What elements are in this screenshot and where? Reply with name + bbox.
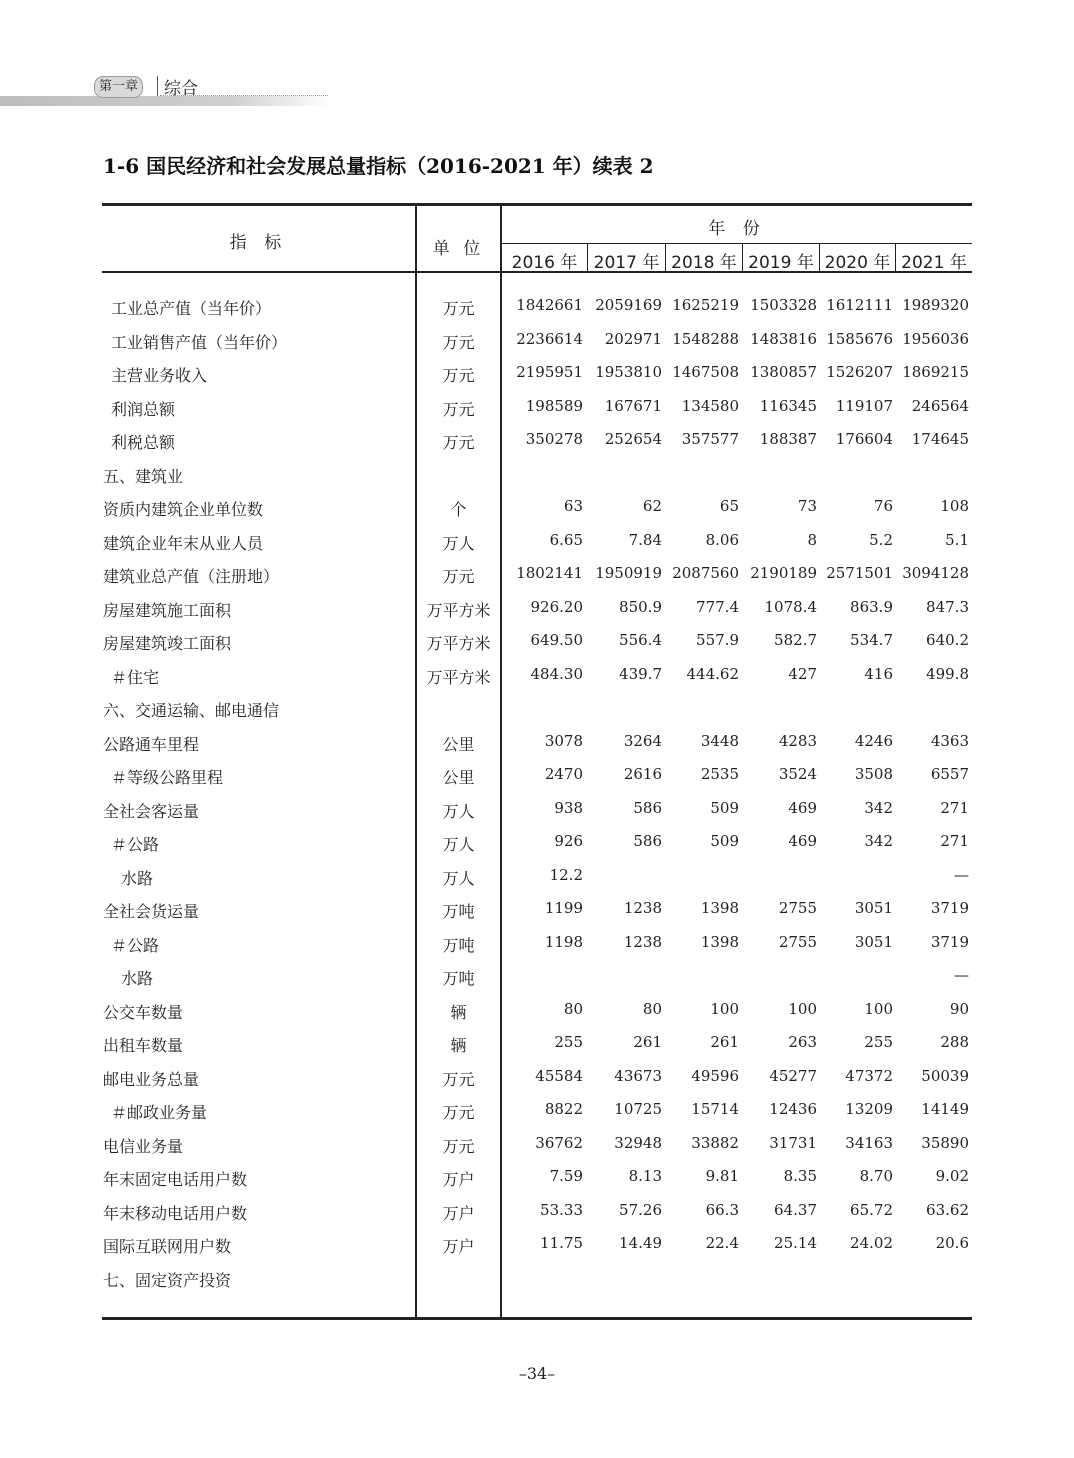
row-value: 499.8: [926, 664, 969, 683]
column-header-indicator: 指 标: [229, 233, 288, 253]
row-unit: 公里: [442, 734, 475, 754]
table-bottom-rule: [102, 1317, 972, 1320]
row-value: 76: [873, 497, 893, 515]
row-value: 9.81: [705, 1167, 739, 1185]
row-value: 2087560: [672, 564, 739, 582]
row-value: 14149: [921, 1100, 969, 1118]
row-value: 3719: [930, 932, 969, 951]
row-value: 25.14: [774, 1234, 817, 1252]
row-value: 7.59: [549, 1167, 583, 1185]
row-label: 利税总额: [111, 433, 176, 452]
row-value: 2755: [778, 932, 817, 951]
row-label: ＃等级公路里程: [111, 768, 224, 787]
row-unit: 万元: [442, 299, 475, 318]
table-row: [0, 659, 1074, 693]
row-unit: 万人: [442, 801, 475, 821]
row-value: 62: [642, 497, 662, 515]
table-row: [0, 893, 1074, 927]
row-unit: 万人: [442, 533, 475, 553]
row-label: 房屋建筑竣工面积: [103, 634, 232, 653]
row-value: 4246: [854, 731, 893, 750]
table-row: [0, 491, 1074, 525]
row-value: 847.3: [926, 597, 969, 616]
row-value: 2195951: [516, 363, 583, 381]
table-row: [0, 1161, 1074, 1195]
row-unit: 万元: [442, 1069, 475, 1089]
row-value: 2535: [700, 765, 739, 783]
row-value: 3448: [700, 731, 739, 750]
row-value: 586: [633, 832, 662, 850]
row-value: 80: [563, 999, 583, 1018]
row-value: 34163: [845, 1133, 893, 1152]
row-value: 36762: [535, 1133, 583, 1152]
row-value: 47372: [845, 1066, 893, 1085]
row-value: 1950919: [595, 564, 662, 582]
row-value: 2236614: [516, 329, 583, 348]
row-unit: 万平方米: [426, 634, 491, 653]
table-row: [0, 960, 1074, 994]
row-value: 2470: [544, 765, 583, 783]
row-value: 2571501: [826, 564, 893, 582]
row-value: 24.02: [850, 1234, 893, 1252]
row-value: 3051: [854, 899, 893, 917]
row-value: 8.06: [705, 530, 739, 549]
row-value: 556.4: [619, 631, 662, 649]
row-value: 261: [633, 1033, 662, 1051]
row-value: 9.02: [935, 1167, 969, 1185]
row-unit: 万元: [442, 433, 475, 452]
row-unit: 万户: [442, 1237, 475, 1256]
row-value: 416: [864, 664, 893, 683]
row-value: 100: [788, 999, 817, 1018]
row-value: 8822: [544, 1100, 583, 1118]
row-value: 938: [554, 798, 583, 817]
row-value: 2755: [778, 899, 817, 917]
row-value: 14.49: [619, 1234, 662, 1252]
row-value: 2059169: [595, 296, 662, 314]
row-value: 1380857: [750, 363, 817, 381]
table-row: [0, 357, 1074, 391]
table-row: [0, 793, 1074, 827]
row-value: 66.3: [705, 1200, 739, 1219]
column-header-year: 2021 年: [901, 253, 967, 273]
row-value: 3719: [930, 899, 969, 917]
row-unit: 万户: [442, 1170, 475, 1189]
table-row: [0, 860, 1074, 894]
row-value: 1585676: [826, 329, 893, 348]
chapter-name: 综合: [164, 79, 198, 99]
table-row: [0, 592, 1074, 626]
row-value: 3264: [623, 731, 662, 750]
row-label: 五、建筑业: [103, 466, 184, 486]
row-label: 出租车数量: [103, 1036, 184, 1055]
row-value: 252654: [604, 430, 662, 448]
row-value: 357577: [681, 430, 739, 448]
column-header-year: 2020 年: [824, 253, 891, 273]
row-value: 850.9: [619, 597, 662, 616]
row-value: 1612111: [826, 296, 893, 314]
row-value: 863.9: [850, 597, 893, 616]
row-unit: 公里: [442, 768, 475, 787]
row-value: 288: [940, 1033, 969, 1051]
table-row: [0, 1195, 1074, 1229]
table-row: [0, 1061, 1074, 1095]
row-value: 198589: [525, 396, 583, 415]
row-value: 20.6: [935, 1234, 969, 1252]
row-unit: 辆: [450, 1036, 467, 1055]
row-value: 5.1: [945, 530, 969, 549]
row-value: 49596: [691, 1066, 739, 1085]
row-value: 116345: [759, 396, 817, 415]
row-value: 1842661: [516, 296, 583, 314]
table-title: 1-6 国民经济和社会发展总量指标（2016-2021 年）续表 2: [103, 154, 654, 178]
row-value: 582.7: [774, 631, 817, 649]
row-value: 90: [949, 999, 969, 1018]
row-value: 12.2: [549, 865, 583, 884]
row-value: 8.13: [628, 1167, 662, 1185]
row-unit: 万平方米: [426, 600, 491, 620]
row-unit: 万元: [442, 366, 475, 385]
row-value: 255: [864, 1033, 893, 1051]
table-row: [0, 994, 1074, 1028]
row-unit: 万户: [442, 1203, 475, 1223]
table-body: [0, 290, 1074, 1295]
row-value: 64.37: [774, 1200, 817, 1219]
row-value: —: [954, 966, 969, 984]
table-row: [0, 1027, 1074, 1061]
row-value: 63.62: [926, 1200, 969, 1219]
page-number: –34–: [518, 1364, 556, 1383]
row-value: 3051: [854, 932, 893, 951]
row-value: 176604: [835, 430, 893, 448]
row-value: 100: [710, 999, 739, 1018]
row-value: 427: [788, 664, 817, 683]
row-value: 3078: [544, 731, 583, 750]
row-value: 649.50: [530, 631, 583, 649]
row-value: 1989320: [902, 296, 969, 314]
row-label: 主营业务收入: [111, 366, 208, 385]
row-value: 4283: [778, 731, 817, 750]
row-value: 534.7: [850, 631, 893, 649]
row-value: 777.4: [696, 597, 739, 616]
row-value: 469: [788, 798, 817, 817]
table-row: [0, 1262, 1074, 1296]
row-value: 1802141: [516, 564, 583, 582]
row-label: 建筑企业年末从业人员: [103, 533, 264, 553]
row-value: 4363: [930, 731, 969, 750]
table-row: [0, 324, 1074, 358]
row-value: 119107: [835, 396, 893, 415]
row-value: 1548288: [672, 329, 739, 348]
row-value: 1953810: [595, 363, 662, 381]
row-value: 15714: [691, 1100, 739, 1118]
row-value: 8: [807, 530, 817, 549]
row-unit: 万元: [442, 332, 475, 352]
row-value: 557.9: [696, 631, 739, 649]
row-value: 33882: [691, 1133, 739, 1152]
row-unit: 万元: [442, 1103, 475, 1122]
row-value: 263: [788, 1033, 817, 1051]
row-label: ＃邮政业务量: [111, 1103, 208, 1122]
row-label: 资质内建筑企业单位数: [103, 500, 264, 519]
header-separator: [157, 76, 158, 96]
row-value: 134580: [681, 396, 739, 415]
row-value: 1238: [623, 899, 662, 917]
row-value: 22.4: [705, 1234, 739, 1252]
row-value: 202971: [604, 329, 662, 348]
row-value: 1503328: [750, 296, 817, 314]
column-header-year: 2017 年: [593, 253, 660, 273]
row-value: 50039: [921, 1066, 969, 1085]
row-label: 六、交通运输、邮电通信: [103, 701, 280, 720]
column-header-year: 2016 年: [511, 253, 578, 273]
row-unit: 万人: [442, 835, 475, 854]
row-value: 65.72: [850, 1200, 893, 1219]
row-value: 45584: [535, 1066, 583, 1085]
row-unit: 万吨: [442, 902, 475, 921]
row-label: 建筑业总产值（注册地）: [103, 567, 280, 586]
row-value: 246564: [911, 396, 969, 415]
table-row: [0, 458, 1074, 492]
row-value: 261: [710, 1033, 739, 1051]
year-group-rule: [502, 243, 972, 244]
row-value: 100: [864, 999, 893, 1018]
row-value: 2190189: [750, 564, 817, 582]
row-value: 484.30: [530, 664, 583, 683]
row-unit: 万吨: [442, 969, 475, 988]
row-value: 255: [554, 1033, 583, 1051]
row-value: 271: [940, 832, 969, 850]
row-value: 13209: [845, 1100, 893, 1118]
table-top-rule: [102, 203, 972, 206]
row-label: ＃住宅: [111, 667, 160, 687]
row-value: 174645: [911, 430, 969, 448]
row-value: 53.33: [540, 1200, 583, 1219]
row-value: 509: [710, 832, 739, 850]
row-label: 全社会客运量: [103, 801, 200, 821]
row-label: 利润总额: [111, 399, 176, 419]
row-value: 167671: [604, 396, 662, 415]
table-row: [0, 1228, 1074, 1262]
row-unit: 万元: [442, 399, 475, 419]
row-value: 1198: [544, 932, 583, 951]
row-label: 公路通车里程: [103, 734, 200, 754]
row-value: 2616: [623, 765, 662, 783]
table-row: [0, 424, 1074, 458]
row-label: 全社会货运量: [103, 902, 200, 921]
row-unit: 个: [450, 500, 467, 519]
column-header-year-group: 年 份: [708, 219, 766, 239]
row-label: 邮电业务总量: [103, 1069, 200, 1089]
row-value: 3508: [854, 765, 893, 783]
row-value: 350278: [525, 430, 583, 448]
row-value: 10725: [614, 1100, 662, 1118]
chapter-badge: 第一章: [94, 76, 143, 98]
row-value: 1625219: [672, 296, 739, 314]
column-header-unit: 单 位: [432, 239, 485, 259]
row-label: 年末固定电话用户数: [103, 1170, 248, 1189]
row-label: 年末移动电话用户数: [103, 1203, 248, 1223]
row-label: 公交车数量: [103, 1002, 184, 1022]
table-row: [0, 558, 1074, 592]
row-value: 11.75: [540, 1234, 583, 1252]
table-row: [0, 726, 1074, 760]
row-value: 65: [719, 497, 739, 515]
row-value: 57.26: [619, 1200, 662, 1219]
column-header-year: 2018 年: [671, 253, 737, 273]
row-unit: 万平方米: [426, 667, 491, 687]
row-value: 3524: [778, 765, 817, 783]
table-row: [0, 391, 1074, 425]
row-unit: 辆: [450, 1002, 467, 1022]
row-label: 七、固定资产投资: [103, 1270, 232, 1290]
row-label: ＃公路: [111, 935, 160, 955]
table-row: [0, 927, 1074, 961]
row-value: 640.2: [926, 631, 969, 649]
row-value: 444.62: [686, 664, 739, 683]
row-label: 水路: [121, 969, 154, 988]
row-value: 271: [940, 798, 969, 817]
row-value: 8.35: [783, 1167, 817, 1185]
row-label: 国际互联网用户数: [103, 1237, 232, 1256]
row-value: 926: [554, 832, 583, 850]
row-unit: 万吨: [442, 935, 475, 955]
table-row: [0, 1094, 1074, 1128]
row-value: 1467508: [672, 363, 739, 381]
row-value: 45277: [769, 1066, 817, 1085]
row-value: 43673: [614, 1066, 662, 1085]
row-value: 8.70: [859, 1167, 893, 1185]
row-value: 31731: [769, 1133, 817, 1152]
row-value: 1956036: [902, 329, 969, 348]
row-value: 342: [864, 798, 893, 817]
row-value: 80: [642, 999, 662, 1018]
row-label: 水路: [121, 868, 154, 888]
column-header-year: 2019 年: [748, 253, 814, 273]
row-value: 342: [864, 832, 893, 850]
row-value: 439.7: [619, 664, 662, 683]
row-value: 73: [797, 497, 817, 515]
row-label: ＃公路: [111, 835, 160, 854]
row-value: 1526207: [826, 363, 893, 381]
row-value: 1398: [700, 932, 739, 951]
row-value: 1398: [700, 899, 739, 917]
row-label: 工业总产值（当年价）: [111, 299, 272, 318]
row-value: 6.65: [549, 530, 583, 549]
row-value: 469: [788, 832, 817, 850]
row-value: 5.2: [869, 530, 893, 549]
row-value: 1869215: [902, 363, 969, 381]
row-label: 电信业务量: [103, 1136, 184, 1156]
row-value: 926.20: [530, 597, 583, 616]
row-value: 1238: [623, 932, 662, 951]
row-unit: 万元: [442, 1136, 475, 1156]
row-label: 房屋建筑施工面积: [103, 600, 232, 620]
row-value: 63: [563, 497, 583, 515]
table-row: [0, 290, 1074, 324]
table-row: [0, 692, 1074, 726]
table-row: [0, 1128, 1074, 1162]
row-value: 7.84: [628, 530, 662, 549]
row-value: 6557: [930, 765, 969, 783]
row-value: —: [954, 865, 969, 884]
row-value: 12436: [769, 1100, 817, 1118]
row-value: 35890: [921, 1133, 969, 1152]
row-value: 1199: [544, 899, 583, 917]
row-value: 509: [710, 798, 739, 817]
row-value: 3094128: [902, 564, 969, 582]
row-value: 32948: [614, 1133, 662, 1152]
row-unit: 万元: [442, 567, 475, 586]
table-row: [0, 826, 1074, 860]
table-row: [0, 525, 1074, 559]
row-value: 1078.4: [764, 597, 817, 616]
row-value: 586: [633, 798, 662, 817]
table-row: [0, 759, 1074, 793]
row-unit: 万人: [442, 868, 475, 888]
row-value: 1483816: [750, 329, 817, 348]
table-row: [0, 625, 1074, 659]
row-label: 工业销售产值（当年价）: [111, 332, 288, 352]
row-value: 108: [940, 497, 969, 515]
row-value: 188387: [759, 430, 817, 448]
